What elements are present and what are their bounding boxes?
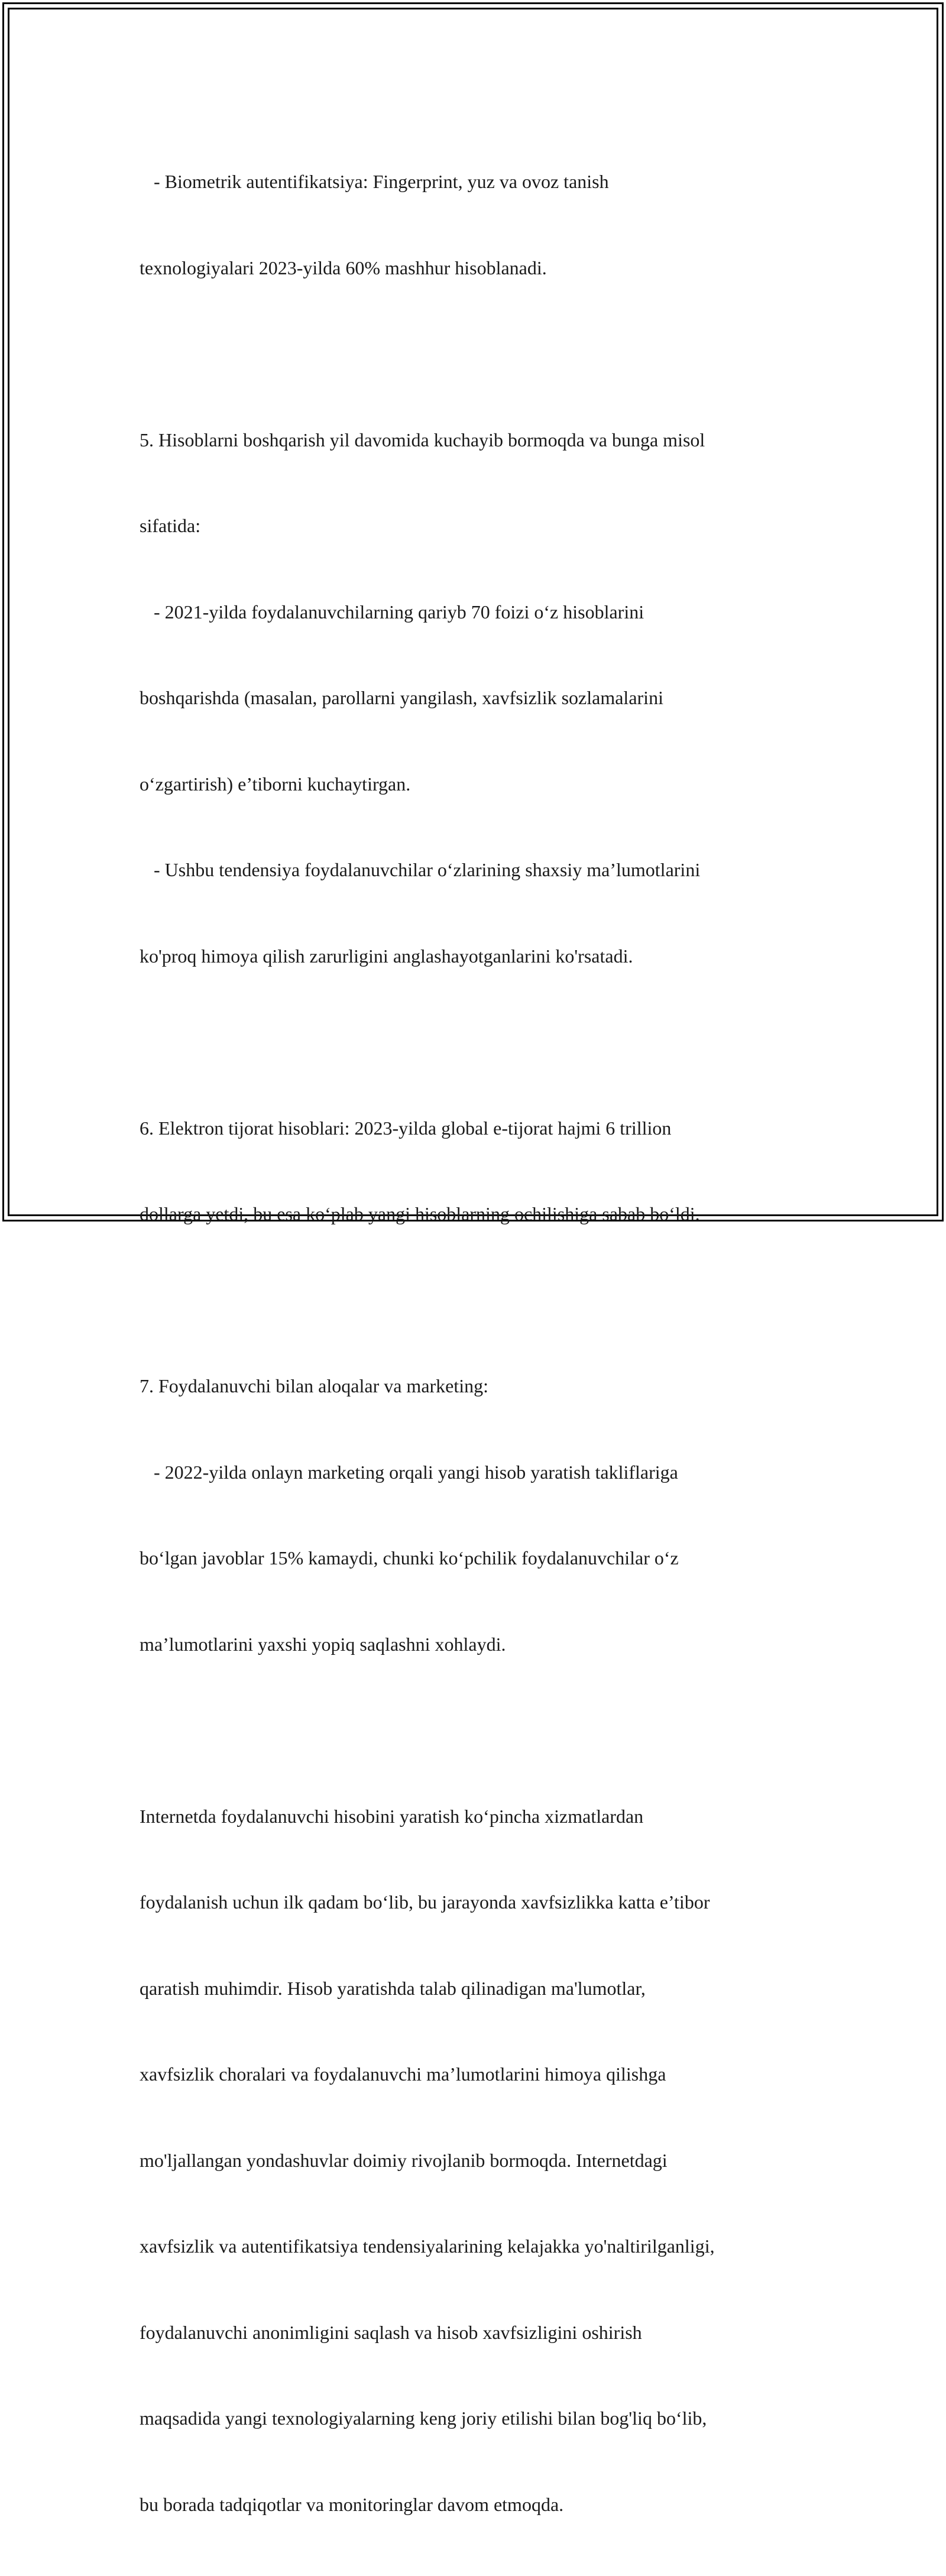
text-line: sifatida: [140, 511, 814, 540]
text-line: 7. Foydalanuvchi bilan aloqalar va marketing: [140, 1372, 814, 1401]
text-line: - Biometrik autentifikatsiya: Fingerprint, yuz va ovoz tanish [140, 167, 814, 196]
text-line: maqsadida yangi texnologiyalarning keng joriy etilishi bilan bog'liq bo‘lib, [140, 2404, 814, 2433]
text-line: bu borada tadqiqotlar va monitoringlar davom etmoqda. [140, 2490, 814, 2519]
text-line: dollarga yetdi, bu esa ko‘plab yangi hisoblarning ochilishiga sabab bo‘ldi. [140, 1200, 814, 1229]
text-line: ko'proq himoya qilish zarurligini anglashayotganlarini ko'rsatadi. [140, 942, 814, 971]
text-line: texnologiyalari 2023-yilda 60% mashhur hisoblanadi. [140, 254, 814, 283]
text-line: 6. Elektron tijorat hisoblari: 2023-yilda global e-tijorat hajmi 6 trillion [140, 1114, 814, 1143]
document-body [140, 110, 814, 2576]
text-line: xavfsizlik va autentifikatsiya tendensiyalarining kelajakka yo'naltirilganligi, [140, 2232, 814, 2261]
text-line: o‘zgartirish) e’tiborni kuchaytirgan. [140, 770, 814, 799]
text-line: xavfsizlik choralari va foydalanuvchi ma’lumotlarini himoya qilishga [140, 2060, 814, 2089]
paragraph-account-management [140, 368, 814, 1028]
paragraph-conclusion [140, 1745, 814, 2576]
text-line: boshqarishda (masalan, parollarni yangilash, xavfsizlik sozlamalarini [140, 683, 814, 712]
paragraph-ecommerce [140, 1057, 814, 1286]
paragraph-biometric [140, 110, 814, 339]
text-line: ma’lumotlarini yaxshi yopiq saqlashni xohlaydi. [140, 1630, 814, 1659]
text-line: - 2022-yilda onlayn marketing orqali yangi hisob yaratish takliflariga [140, 1458, 814, 1487]
text-line: Internetda foydalanuvchi hisobini yaratish ko‘pincha xizmatlardan [140, 1802, 814, 1831]
paragraph-marketing [140, 1314, 814, 1716]
text-line: qaratish muhimdir. Hisob yaratishda talab qilinadigan ma'lumotlar, [140, 1974, 814, 2003]
text-line: mo'ljallangan yondashuvlar doimiy rivojlanib bormoqda. Internetdagi [140, 2146, 814, 2175]
text-line: foydalanuvchi anonimligini saqlash va hisob xavfsizligini oshirish [140, 2318, 814, 2347]
text-line: - 2021-yilda foydalanuvchilarning qariyb 70 foizi o‘z hisoblarini [140, 598, 814, 627]
text-line: - Ushbu tendensiya foydalanuvchilar o‘zlarining shaxsiy ma’lumotlarini [140, 856, 814, 884]
text-line: bo‘lgan javoblar 15% kamaydi, chunki ko‘pchilik foydalanuvchilar o‘z [140, 1544, 814, 1573]
text-line: 5. Hisoblarni boshqarish yil davomida kuchayib bormoqda va bunga misol [140, 426, 814, 455]
text-line: foydalanish uchun ilk qadam bo‘lib, bu jarayonda xavfsizlikka katta e’tibor [140, 1888, 814, 1917]
